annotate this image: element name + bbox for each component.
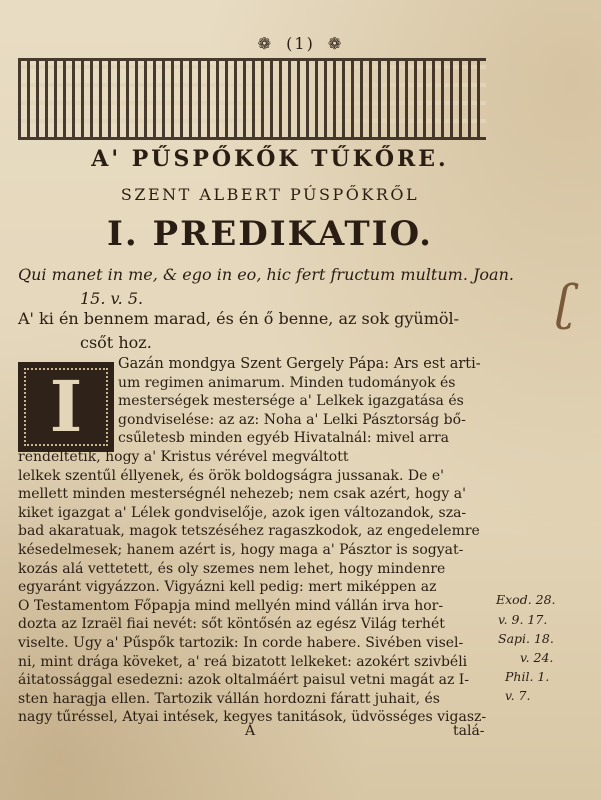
body-line: dozta az Izraël fiai nevét: sőt köntősén az egész Világ terhét — [18, 616, 445, 633]
body-line: rendeltetik, hogy a' Kristus vérével megváltott — [18, 449, 349, 465]
heading-line-2: SZENT ALBERT PÚSPŐKRŐL — [120, 185, 420, 204]
clip-mark-icon: ʗ — [556, 275, 577, 331]
body-line: egyaránt vigyázzon. Vigyázni kell pedig: mert miképpen az — [18, 579, 437, 596]
margin-note: v. 9. 17. — [498, 612, 548, 627]
body-line: sten haragja ellen. Tartozik vállán hordozni fáratt juhait, és — [18, 690, 440, 707]
page-number: (1) — [286, 34, 315, 53]
epigraph-hu-line-2: csőt hoz. — [80, 333, 152, 352]
body-line: lelkek szentűl éllyenek, és örök boldogságra jussanak. De e' — [18, 467, 445, 484]
margin-note: Exod. 28. — [496, 592, 556, 607]
drop-cap: I — [18, 362, 114, 452]
heading-line-3: I. PREDIKATIO. — [106, 214, 434, 254]
signature-mark: A — [245, 723, 256, 739]
flower-ornament-icon: ❁ — [257, 34, 274, 53]
folio — [0, 34, 601, 53]
flower-ornament-icon: ❁ — [327, 34, 344, 53]
body-line: gondviselése: az az: Noha a' Lelki Pásztorság bő- — [118, 411, 466, 428]
body-line: bad akaratuak, magok tetszéséhez ragaszkodok, az engedelemre — [18, 523, 480, 540]
margin-note: Phil. 1. — [505, 669, 550, 684]
body-line: késedelmesek; hanem azért is, hogy maga a' Pásztor is sogyat- — [18, 542, 464, 558]
body-line: áitatossággal esedezni: azok oltalmáért paisul vetni magát az I- — [18, 672, 470, 689]
body-line: kozás alá vettetett, és oly szemes nem lehet, hogy mindenre — [18, 560, 446, 577]
margin-note: Sapi. 18. — [498, 631, 554, 646]
epigraph-hu-line-1: A' ki én bennem marad, és én ő benne, az sok gyümöl- — [18, 309, 460, 328]
decorative-border — [18, 58, 486, 140]
body-line: mesterségek mestersége a' Lelkek igazgatása és — [118, 393, 464, 410]
body-line: viselte. Ugy a' Pűspők tartozik: In corde habere. Sivében visel- — [18, 635, 464, 651]
margin-note: v. 24. — [520, 650, 554, 665]
body-line: kiket igazgat a' Lélek gondviselője, azok igen változandok, sza- — [18, 504, 467, 521]
catchword: talá- — [453, 723, 485, 739]
body-line: O Testamentom Főpapja mind mellyén mind vállán irva hor- — [18, 597, 444, 614]
body-line: mellett minden mesterségnél nehezeb; nem csak azért, hogy a' — [18, 486, 466, 503]
body-line: nagy tűréssel, Atyai intések, kegyes tanitások, üdvösséges vigasz- — [18, 709, 487, 726]
epigraph-latin-line-2: 15. v. 5. — [80, 289, 144, 308]
body-line: Gazán mondgya Szent Gergely Pápa: Ars est arti- — [118, 356, 481, 372]
body-line: csűletesb minden egyéb Hivatalnál: mivel arra — [118, 430, 450, 447]
body-line: ni, mint drága köveket, a' reá bizatott lelkeket: azokért szivbéli — [18, 653, 468, 670]
epigraph-latin-line-1: Qui manet in me, & ego in eo, hic fert fructum multum. Joan. — [18, 265, 514, 284]
heading-line-1: A' PŰSPŐKŐK TŰKŐRE. — [91, 146, 449, 172]
margin-note: v. 7. — [505, 688, 531, 703]
body-line: um regimen animarum. Minden tudományok és — [118, 374, 456, 391]
